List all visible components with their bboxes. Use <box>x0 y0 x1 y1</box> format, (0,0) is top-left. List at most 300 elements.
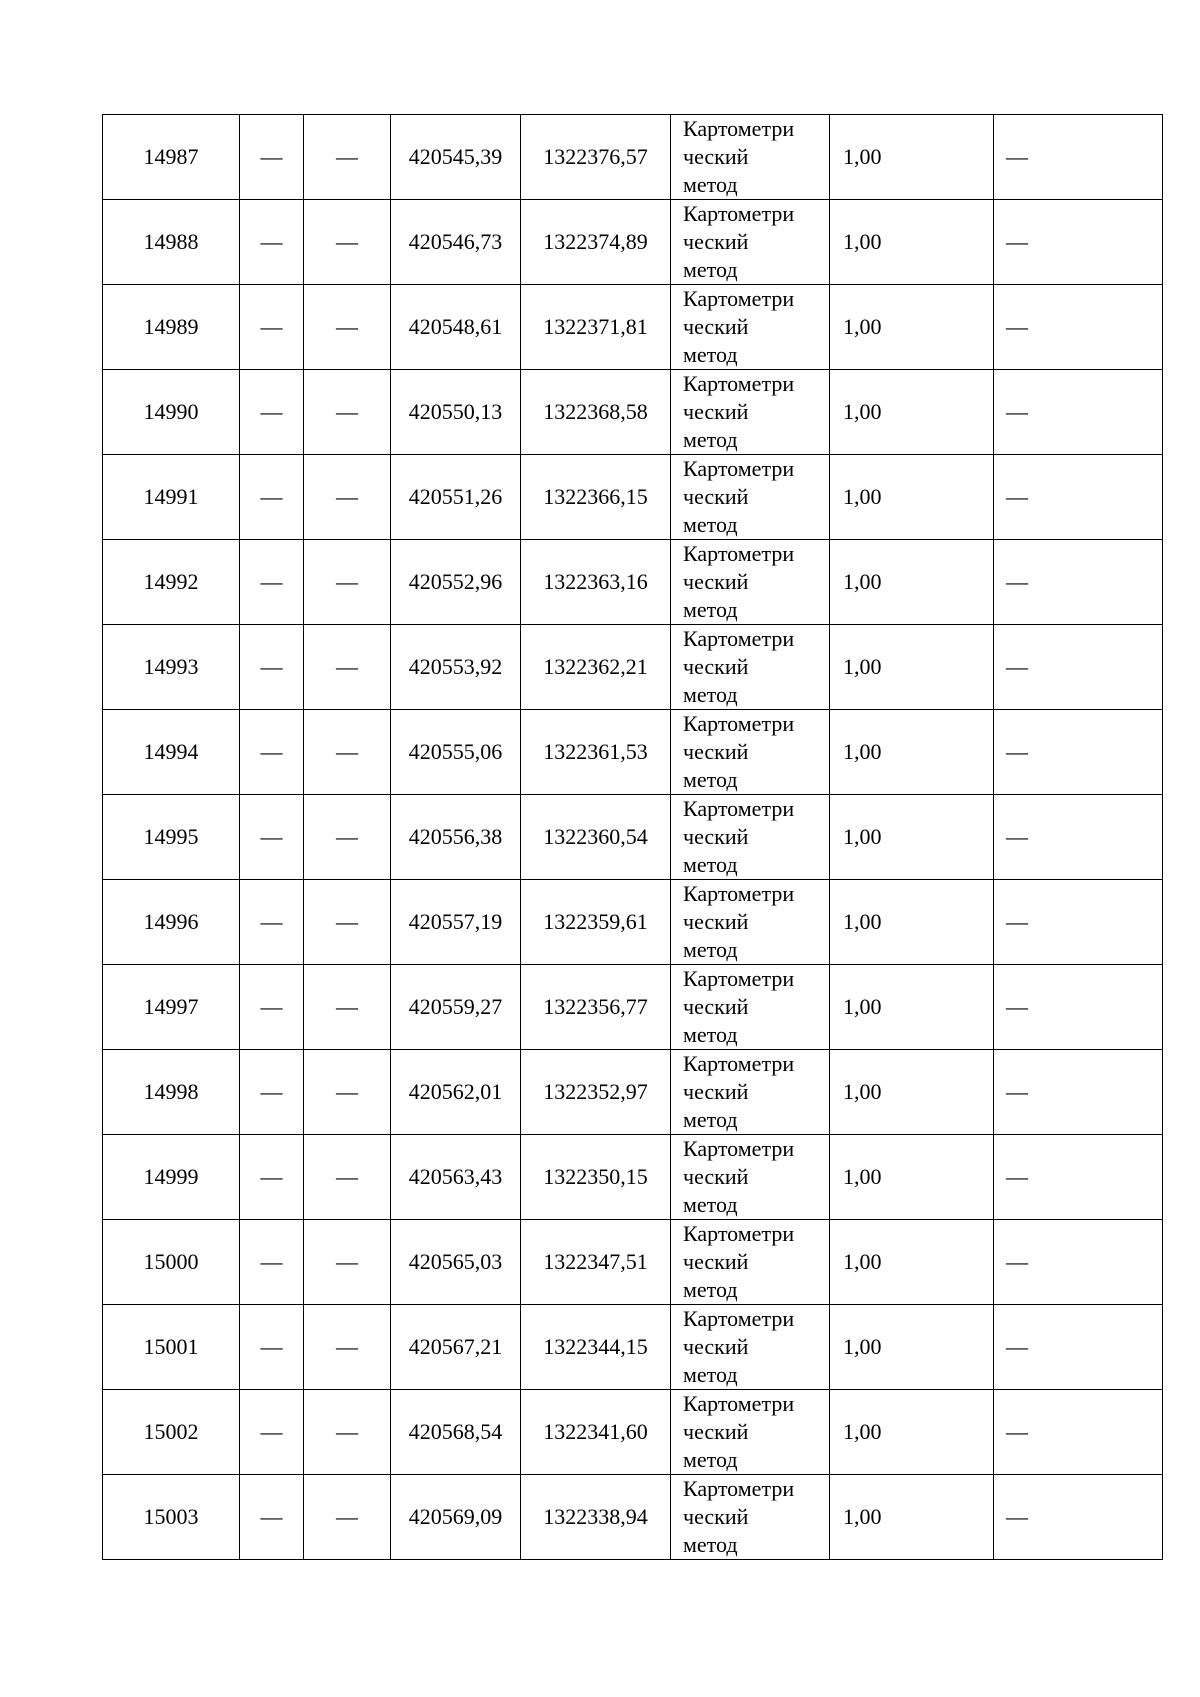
dash-text: — <box>260 739 283 764</box>
accuracy-text: 1,00 <box>843 314 882 339</box>
accuracy-text: 1,00 <box>843 1334 882 1359</box>
method-line: метод <box>683 1107 738 1132</box>
dash-cell <box>240 1135 304 1220</box>
dash-cell <box>304 540 391 625</box>
dash-text: — <box>1006 739 1028 764</box>
x-coordinate-cell <box>391 1135 521 1220</box>
accuracy-text: 1,00 <box>843 1164 882 1189</box>
x-coordinate-text: 420559,27 <box>408 994 503 1019</box>
y-coordinate-cell <box>521 965 671 1050</box>
method-line: метод <box>683 1022 738 1047</box>
table-row <box>103 1390 1163 1475</box>
y-coordinate-cell <box>521 710 671 795</box>
method-line: Картометри <box>683 796 795 821</box>
method-line: метод <box>683 682 738 707</box>
method-line: метод <box>683 257 738 282</box>
table-row <box>103 880 1163 965</box>
x-coordinate-text: 420552,96 <box>408 569 503 594</box>
point-number-cell <box>103 1390 240 1475</box>
dash-text: — <box>1006 144 1028 169</box>
accuracy-text: 1,00 <box>843 399 882 424</box>
method-line: Картометри <box>683 541 795 566</box>
dash-text: — <box>1006 1504 1028 1529</box>
accuracy-text: 1,00 <box>843 824 882 849</box>
method-line: Картометри <box>683 456 795 481</box>
accuracy-text: 1,00 <box>843 909 882 934</box>
dash-text: — <box>336 399 358 424</box>
method-line: Картометри <box>683 881 795 906</box>
method-cell <box>671 625 830 710</box>
accuracy-cell <box>830 1305 994 1390</box>
dash-cell <box>304 1050 391 1135</box>
y-coordinate-text: 1322366,15 <box>543 484 648 509</box>
method-line: Картометри <box>683 1221 795 1246</box>
x-coordinate-cell <box>391 455 521 540</box>
accuracy-cell <box>830 1050 994 1135</box>
dash-cell <box>994 1135 1163 1220</box>
dash-text: — <box>1006 484 1028 509</box>
x-coordinate-text: 420567,21 <box>408 1334 503 1359</box>
point-number-text: 14991 <box>143 484 199 509</box>
dash-text: — <box>260 1249 283 1274</box>
method-cell <box>671 1390 830 1475</box>
dash-cell <box>240 880 304 965</box>
point-number-text: 15000 <box>143 1249 199 1274</box>
point-number-text: 14999 <box>143 1164 199 1189</box>
accuracy-cell <box>830 285 994 370</box>
x-coordinate-text: 420545,39 <box>408 144 503 169</box>
table-row <box>103 1305 1163 1390</box>
x-coordinate-cell <box>391 115 521 200</box>
dash-cell <box>240 200 304 285</box>
y-coordinate-cell <box>521 455 671 540</box>
dash-cell <box>994 965 1163 1050</box>
accuracy-text: 1,00 <box>843 1419 882 1444</box>
dash-cell <box>994 200 1163 285</box>
table-row <box>103 795 1163 880</box>
dash-cell <box>994 1390 1163 1475</box>
method-cell <box>671 115 830 200</box>
dash-cell <box>304 1305 391 1390</box>
dash-cell <box>304 1390 391 1475</box>
method-cell <box>671 1135 830 1220</box>
dash-cell <box>994 710 1163 795</box>
dash-text: — <box>260 1164 283 1189</box>
dash-cell <box>240 625 304 710</box>
table-row <box>103 1475 1163 1560</box>
dash-text: — <box>260 569 283 594</box>
method-line: Картометри <box>683 1136 795 1161</box>
point-number-cell <box>103 625 240 710</box>
dash-cell <box>994 625 1163 710</box>
dash-text: — <box>260 399 283 424</box>
x-coordinate-text: 420551,26 <box>408 484 503 509</box>
dash-text: — <box>1006 824 1028 849</box>
accuracy-text: 1,00 <box>843 739 882 764</box>
dash-text: — <box>336 144 358 169</box>
dash-text: — <box>336 1164 358 1189</box>
method-cell <box>671 370 830 455</box>
dash-cell <box>240 795 304 880</box>
accuracy-cell <box>830 625 994 710</box>
method-line: ческий <box>683 739 749 764</box>
dash-text: — <box>260 824 283 849</box>
table-row <box>103 200 1163 285</box>
y-coordinate-cell <box>521 370 671 455</box>
y-coordinate-cell <box>521 1390 671 1475</box>
dash-text: — <box>1006 1419 1028 1444</box>
dash-cell <box>240 965 304 1050</box>
x-coordinate-cell <box>391 1305 521 1390</box>
y-coordinate-cell <box>521 1220 671 1305</box>
point-number-cell <box>103 200 240 285</box>
dash-cell <box>240 710 304 795</box>
x-coordinate-text: 420562,01 <box>408 1079 503 1104</box>
table-body <box>103 115 1163 1560</box>
method-line: Картометри <box>683 371 795 396</box>
point-number-text: 14994 <box>143 739 199 764</box>
method-line: ческий <box>683 1334 749 1359</box>
y-coordinate-text: 1322356,77 <box>543 994 648 1019</box>
dash-text: — <box>260 144 283 169</box>
accuracy-text: 1,00 <box>843 654 882 679</box>
point-number-cell <box>103 455 240 540</box>
method-line: метод <box>683 172 738 197</box>
method-cell <box>671 1220 830 1305</box>
point-number-cell <box>103 795 240 880</box>
dash-text: — <box>336 739 358 764</box>
dash-text: — <box>336 569 358 594</box>
method-line: ческий <box>683 229 749 254</box>
dash-text: — <box>260 484 283 509</box>
dash-cell <box>240 1305 304 1390</box>
method-line: метод <box>683 1532 738 1557</box>
point-number-cell <box>103 1475 240 1560</box>
point-number-text: 15001 <box>143 1334 199 1359</box>
point-number-cell <box>103 370 240 455</box>
dash-cell <box>994 795 1163 880</box>
dash-text: — <box>336 909 358 934</box>
table-row <box>103 455 1163 540</box>
method-cell <box>671 455 830 540</box>
method-line: ческий <box>683 1419 749 1444</box>
dash-cell <box>994 880 1163 965</box>
accuracy-text: 1,00 <box>843 229 882 254</box>
dash-cell <box>994 540 1163 625</box>
dash-text: — <box>1006 399 1028 424</box>
accuracy-cell <box>830 1135 994 1220</box>
dash-text: — <box>1006 909 1028 934</box>
method-cell <box>671 795 830 880</box>
point-number-cell <box>103 1135 240 1220</box>
x-coordinate-text: 420555,06 <box>408 739 503 764</box>
dash-text: — <box>260 229 283 254</box>
method-line: Картометри <box>683 116 795 141</box>
method-line: ческий <box>683 1504 749 1529</box>
method-cell <box>671 880 830 965</box>
point-number-text: 14995 <box>143 824 199 849</box>
accuracy-cell <box>830 880 994 965</box>
method-line: Картометри <box>683 1306 795 1331</box>
dash-text: — <box>1006 1249 1028 1274</box>
method-line: метод <box>683 1192 738 1217</box>
dash-text: — <box>336 1334 358 1359</box>
accuracy-text: 1,00 <box>843 994 882 1019</box>
method-line: ческий <box>683 994 749 1019</box>
method-line: Картометри <box>683 966 795 991</box>
dash-cell <box>304 200 391 285</box>
method-line: Картометри <box>683 1476 795 1501</box>
x-coordinate-cell <box>391 200 521 285</box>
y-coordinate-text: 1322371,81 <box>543 314 648 339</box>
x-coordinate-cell <box>391 370 521 455</box>
table-row <box>103 965 1163 1050</box>
dash-cell <box>994 1305 1163 1390</box>
point-number-cell <box>103 1220 240 1305</box>
point-number-cell <box>103 115 240 200</box>
point-number-cell <box>103 965 240 1050</box>
point-number-text: 14993 <box>143 654 199 679</box>
method-line: ческий <box>683 314 749 339</box>
method-line: метод <box>683 1362 738 1387</box>
dash-text: — <box>336 314 358 339</box>
method-line: ческий <box>683 1164 749 1189</box>
accuracy-cell <box>830 1390 994 1475</box>
method-line: метод <box>683 937 738 962</box>
method-line: Картометри <box>683 286 795 311</box>
dash-cell <box>304 1475 391 1560</box>
x-coordinate-cell <box>391 1390 521 1475</box>
y-coordinate-cell <box>521 625 671 710</box>
dash-text: — <box>1006 1334 1028 1359</box>
method-line: ческий <box>683 824 749 849</box>
dash-cell <box>240 115 304 200</box>
dash-text: — <box>336 1419 358 1444</box>
dash-text: — <box>260 1419 283 1444</box>
coordinates-table <box>102 114 1163 1560</box>
y-coordinate-cell <box>521 200 671 285</box>
x-coordinate-text: 420569,09 <box>408 1504 503 1529</box>
dash-cell <box>304 880 391 965</box>
dash-cell <box>304 285 391 370</box>
method-line: ческий <box>683 569 749 594</box>
dash-cell <box>304 1135 391 1220</box>
method-line: ческий <box>683 484 749 509</box>
method-line: метод <box>683 342 738 367</box>
x-coordinate-text: 420548,61 <box>408 314 503 339</box>
method-line: метод <box>683 852 738 877</box>
dash-cell <box>240 540 304 625</box>
method-line: ческий <box>683 144 749 169</box>
accuracy-cell <box>830 1220 994 1305</box>
y-coordinate-text: 1322352,97 <box>543 1079 648 1104</box>
point-number-text: 15002 <box>143 1419 199 1444</box>
x-coordinate-cell <box>391 1220 521 1305</box>
x-coordinate-cell <box>391 880 521 965</box>
method-cell <box>671 200 830 285</box>
method-line: Картометри <box>683 1391 795 1416</box>
dash-cell <box>994 1475 1163 1560</box>
dash-cell <box>240 1050 304 1135</box>
method-line: ческий <box>683 1249 749 1274</box>
accuracy-text: 1,00 <box>843 569 882 594</box>
x-coordinate-text: 420553,92 <box>408 654 503 679</box>
y-coordinate-text: 1322362,21 <box>543 654 648 679</box>
dash-cell <box>994 1220 1163 1305</box>
dash-cell <box>240 455 304 540</box>
dash-text: — <box>260 1334 283 1359</box>
y-coordinate-text: 1322376,57 <box>543 144 648 169</box>
dash-text: — <box>1006 569 1028 594</box>
dash-text: — <box>260 994 283 1019</box>
accuracy-cell <box>830 200 994 285</box>
accuracy-cell <box>830 710 994 795</box>
point-number-text: 14997 <box>143 994 199 1019</box>
point-number-text: 14998 <box>143 1079 199 1104</box>
x-coordinate-text: 420565,03 <box>408 1249 503 1274</box>
point-number-cell <box>103 880 240 965</box>
method-line: метод <box>683 427 738 452</box>
method-cell <box>671 1305 830 1390</box>
method-line: метод <box>683 1447 738 1472</box>
table-row <box>103 370 1163 455</box>
dash-text: — <box>1006 994 1028 1019</box>
y-coordinate-text: 1322374,89 <box>543 229 648 254</box>
accuracy-cell <box>830 370 994 455</box>
table-row <box>103 540 1163 625</box>
point-number-cell <box>103 540 240 625</box>
accuracy-cell <box>830 1475 994 1560</box>
dash-cell <box>304 795 391 880</box>
dash-cell <box>240 370 304 455</box>
dash-text: — <box>1006 1079 1028 1104</box>
dash-cell <box>304 115 391 200</box>
dash-cell <box>304 1220 391 1305</box>
y-coordinate-cell <box>521 115 671 200</box>
method-cell <box>671 710 830 795</box>
table-row <box>103 625 1163 710</box>
dash-text: — <box>336 824 358 849</box>
point-number-text: 15003 <box>143 1504 199 1529</box>
dash-cell <box>994 285 1163 370</box>
dash-cell <box>304 710 391 795</box>
accuracy-cell <box>830 540 994 625</box>
dash-cell <box>994 115 1163 200</box>
accuracy-text: 1,00 <box>843 1079 882 1104</box>
x-coordinate-text: 420556,38 <box>408 824 503 849</box>
point-number-cell <box>103 710 240 795</box>
method-line: ческий <box>683 909 749 934</box>
dash-cell <box>304 455 391 540</box>
point-number-text: 14996 <box>143 909 199 934</box>
method-cell <box>671 1475 830 1560</box>
dash-cell <box>240 1475 304 1560</box>
method-line: Картометри <box>683 711 795 736</box>
dash-cell <box>304 965 391 1050</box>
x-coordinate-cell <box>391 965 521 1050</box>
method-cell <box>671 540 830 625</box>
method-line: Картометри <box>683 1051 795 1076</box>
table-row <box>103 285 1163 370</box>
dash-text: — <box>260 1504 283 1529</box>
dash-cell <box>304 370 391 455</box>
dash-text: — <box>260 1079 283 1104</box>
dash-text: — <box>1006 229 1028 254</box>
method-line: Картометри <box>683 201 795 226</box>
dash-text: — <box>336 1079 358 1104</box>
dash-cell <box>994 1050 1163 1135</box>
dash-cell <box>304 625 391 710</box>
y-coordinate-text: 1322359,61 <box>543 909 648 934</box>
x-coordinate-text: 420550,13 <box>408 399 503 424</box>
dash-text: — <box>336 994 358 1019</box>
y-coordinate-cell <box>521 540 671 625</box>
dash-text: — <box>336 654 358 679</box>
point-number-cell <box>103 1050 240 1135</box>
method-line: Картометри <box>683 626 795 651</box>
dash-cell <box>240 1220 304 1305</box>
y-coordinate-text: 1322347,51 <box>543 1249 648 1274</box>
table-row <box>103 1135 1163 1220</box>
accuracy-cell <box>830 965 994 1050</box>
method-line: метод <box>683 597 738 622</box>
dash-text: — <box>260 909 283 934</box>
accuracy-text: 1,00 <box>843 484 882 509</box>
x-coordinate-text: 420568,54 <box>408 1419 503 1444</box>
dash-text: — <box>1006 1164 1028 1189</box>
table-row <box>103 1050 1163 1135</box>
y-coordinate-text: 1322338,94 <box>543 1504 648 1529</box>
accuracy-cell <box>830 795 994 880</box>
y-coordinate-text: 1322344,15 <box>543 1334 648 1359</box>
point-number-cell <box>103 285 240 370</box>
y-coordinate-text: 1322350,15 <box>543 1164 648 1189</box>
dash-cell <box>994 455 1163 540</box>
accuracy-cell <box>830 115 994 200</box>
y-coordinate-cell <box>521 1050 671 1135</box>
dash-cell <box>240 1390 304 1475</box>
x-coordinate-cell <box>391 710 521 795</box>
table-row <box>103 710 1163 795</box>
y-coordinate-text: 1322368,58 <box>543 399 648 424</box>
point-number-cell <box>103 1305 240 1390</box>
x-coordinate-cell <box>391 795 521 880</box>
point-number-text: 14987 <box>143 144 199 169</box>
y-coordinate-cell <box>521 1475 671 1560</box>
dash-text: — <box>336 1504 358 1529</box>
y-coordinate-cell <box>521 285 671 370</box>
x-coordinate-cell <box>391 1475 521 1560</box>
point-number-text: 14990 <box>143 399 199 424</box>
y-coordinate-text: 1322360,54 <box>543 824 648 849</box>
dash-cell <box>994 370 1163 455</box>
dash-text: — <box>260 654 283 679</box>
x-coordinate-cell <box>391 1050 521 1135</box>
accuracy-cell <box>830 455 994 540</box>
y-coordinate-text: 1322363,16 <box>543 569 648 594</box>
point-number-text: 14992 <box>143 569 199 594</box>
dash-text: — <box>336 484 358 509</box>
table-row <box>103 1220 1163 1305</box>
point-number-text: 14989 <box>143 314 199 339</box>
dash-text: — <box>260 314 283 339</box>
method-cell <box>671 285 830 370</box>
method-line: ческий <box>683 1079 749 1104</box>
dash-text: — <box>1006 654 1028 679</box>
y-coordinate-cell <box>521 1135 671 1220</box>
y-coordinate-text: 1322361,53 <box>543 739 648 764</box>
accuracy-text: 1,00 <box>843 1249 882 1274</box>
